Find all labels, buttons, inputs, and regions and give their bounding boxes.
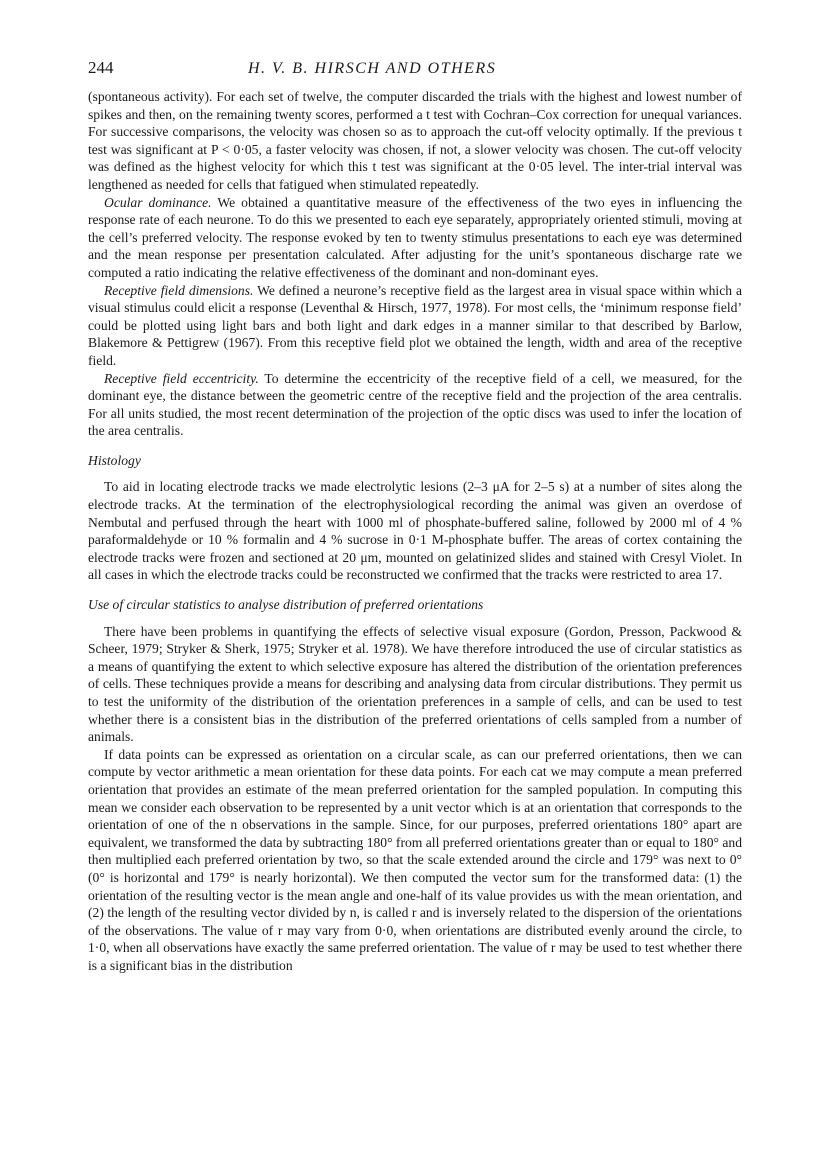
page-header bbox=[88, 58, 742, 88]
rf-dimensions-text: We defined a neurone’s receptive field as the largest area in visual space within which a visual stimulus could elicit a response (Leventhal & Hirsch, 1977, 1978). For most cells, the ‘minimum response field’ could be plotted using light bars and both light and dark edges in a manner similar to that described by Barlow, Blakemore & Pettigrew (1967). From this receptive field plot we obtained the length, width and area of the receptive field. bbox=[88, 282, 742, 368]
rf-eccentricity-text: To determine the eccentricity of the receptive field of a cell, we measured, for the dominant eye, the distance between the geometric centre of the receptive field and the projection of the area centralis. For all units studied, the most recent determination of the projection of the optic discs was used to infer the location of the area centralis. bbox=[88, 370, 742, 439]
ocular-dominance-paragraph bbox=[88, 194, 742, 282]
rf-dimensions-paragraph bbox=[88, 282, 742, 370]
rf-eccentricity-paragraph bbox=[88, 370, 742, 440]
rf-dimensions-heading: Receptive field dimensions. bbox=[104, 282, 254, 298]
page-number: 244 bbox=[88, 58, 114, 77]
histology-heading: Histology bbox=[88, 452, 141, 468]
circular-paragraph-1: There have been problems in quantifying the effects of selective visual exposure (Gordon, Presson, Packwood & Scheer, 1979; Stryker & Sherk, 1975; Stryker et al. 1978). We have therefore introduced the use of circular statistics as a means of quantifying the extent to which selective exposure has altered the distribution of the orientation preferences of cells. These techniques provide a means for describing and analysing data from circular distributions. They permit us to test the uniformity of the distribution of the orientation preferences in a sample of cells, and can be used to test whether there is a consistent bias in the distribution of the preferred orientations of cells sampled from a number of animals. bbox=[88, 623, 742, 745]
intro-paragraph: (spontaneous activity). For each set of twelve, the computer discarded the trials with the highest and lowest number of spikes and then, on the remaining twenty scores, performed a t test with Cochran–Cox correction for unequal variances. For successive comparisons, the velocity was chosen so as to approach the cut-off velocity optimally. If the previous t test was significant at P < 0·05, a faster velocity was chosen, if not, a slower velocity was chosen. The cut-off velocity was defined as the highest velocity for which this t test was significant at the 0·05 level. The inter-trial interval was lengthened as needed for cells that fatigued when stimulated repeatedly. bbox=[88, 89, 742, 192]
circular-statistics-heading: Use of circular statistics to analyse distribution of preferred orientations bbox=[88, 597, 484, 613]
rf-eccentricity-heading: Receptive field eccentricity. bbox=[104, 370, 259, 386]
histology-paragraph: To aid in locating electrode tracks we made electrolytic lesions (2–3 μA for 2–5 s) at a number of sites along the electrode tracks. At the termination of the electrophysiological recording the animal was given an overdose of Nembutal and perfused through the heart with 1000 ml of phosphate-buffered saline, followed by 2000 ml of 4 % paraformaldehyde or 10 % formalin and 4 % sucrose in 0·1 M-phosphate buffer. The areas of cortex containing the electrode tracks were frozen and sectioned at 20 μm, mounted on gelatinized slides and stained with Cresyl Violet. In all cases in which the electrode tracks could be reconstructed we confirmed that the tracks were restricted to area 17. bbox=[88, 479, 742, 583]
running-head: H. V. B. HIRSCH AND OTHERS bbox=[248, 60, 497, 77]
ocular-dominance-heading: Ocular dominance. bbox=[104, 194, 212, 210]
page bbox=[88, 58, 742, 975]
circular-paragraph-2: If data points can be expressed as orientation on a circular scale, as can our preferred orientations, then we can compute by vector arithmetic a mean orientation for these data points. For each cat we may compute a mean preferred orientation that provides an estimate of the mean preferred orientation for the sampled population. In computing this mean we consider each observation to be represented by a unit vector which is at an orientation that corresponds to the orientation of one of the n observations in the sample. Since, for our purposes, preferred orientations 180° apart are equivalent, we transformed the data by subtracting 180° from all preferred orientations greater than or equal to 180° and then multiplied each preferred orientation by two, so that the scale extended around the circle and 179° was next to 0° (0° is horizontal and 179° is nearly horizontal). We then computed the vector sum for the transformed data: (1) the orientation of the resulting vector is the mean angle and one-half of its value provides us with the mean orientation, and (2) the length of the resulting vector divided by n, is called r and is inversely related to the dispersion of the orientations of the observations. The value of r may vary from 0·0, when orientations are distributed evenly around the circle, to 1·0, when all observations have exactly the same preferred orientation. The value of r may be used to test whether there is a significant bias in the distribution bbox=[88, 746, 742, 973]
ocular-dominance-text: We obtained a quantitative measure of the effectiveness of the two eyes in influencing the response rate of each neurone. To do this we presented to each eye separately, appropriately oriented stimuli, moving at the cell’s preferred velocity. The response evoked by ten to twenty stimulus presentations to each eye was determined and the mean response per presentation calculated. After adjusting for the unit’s spontaneous discharge rate we computed a ratio indicating the relative effectiveness of the dominant and non-dominant eyes. bbox=[88, 194, 742, 280]
